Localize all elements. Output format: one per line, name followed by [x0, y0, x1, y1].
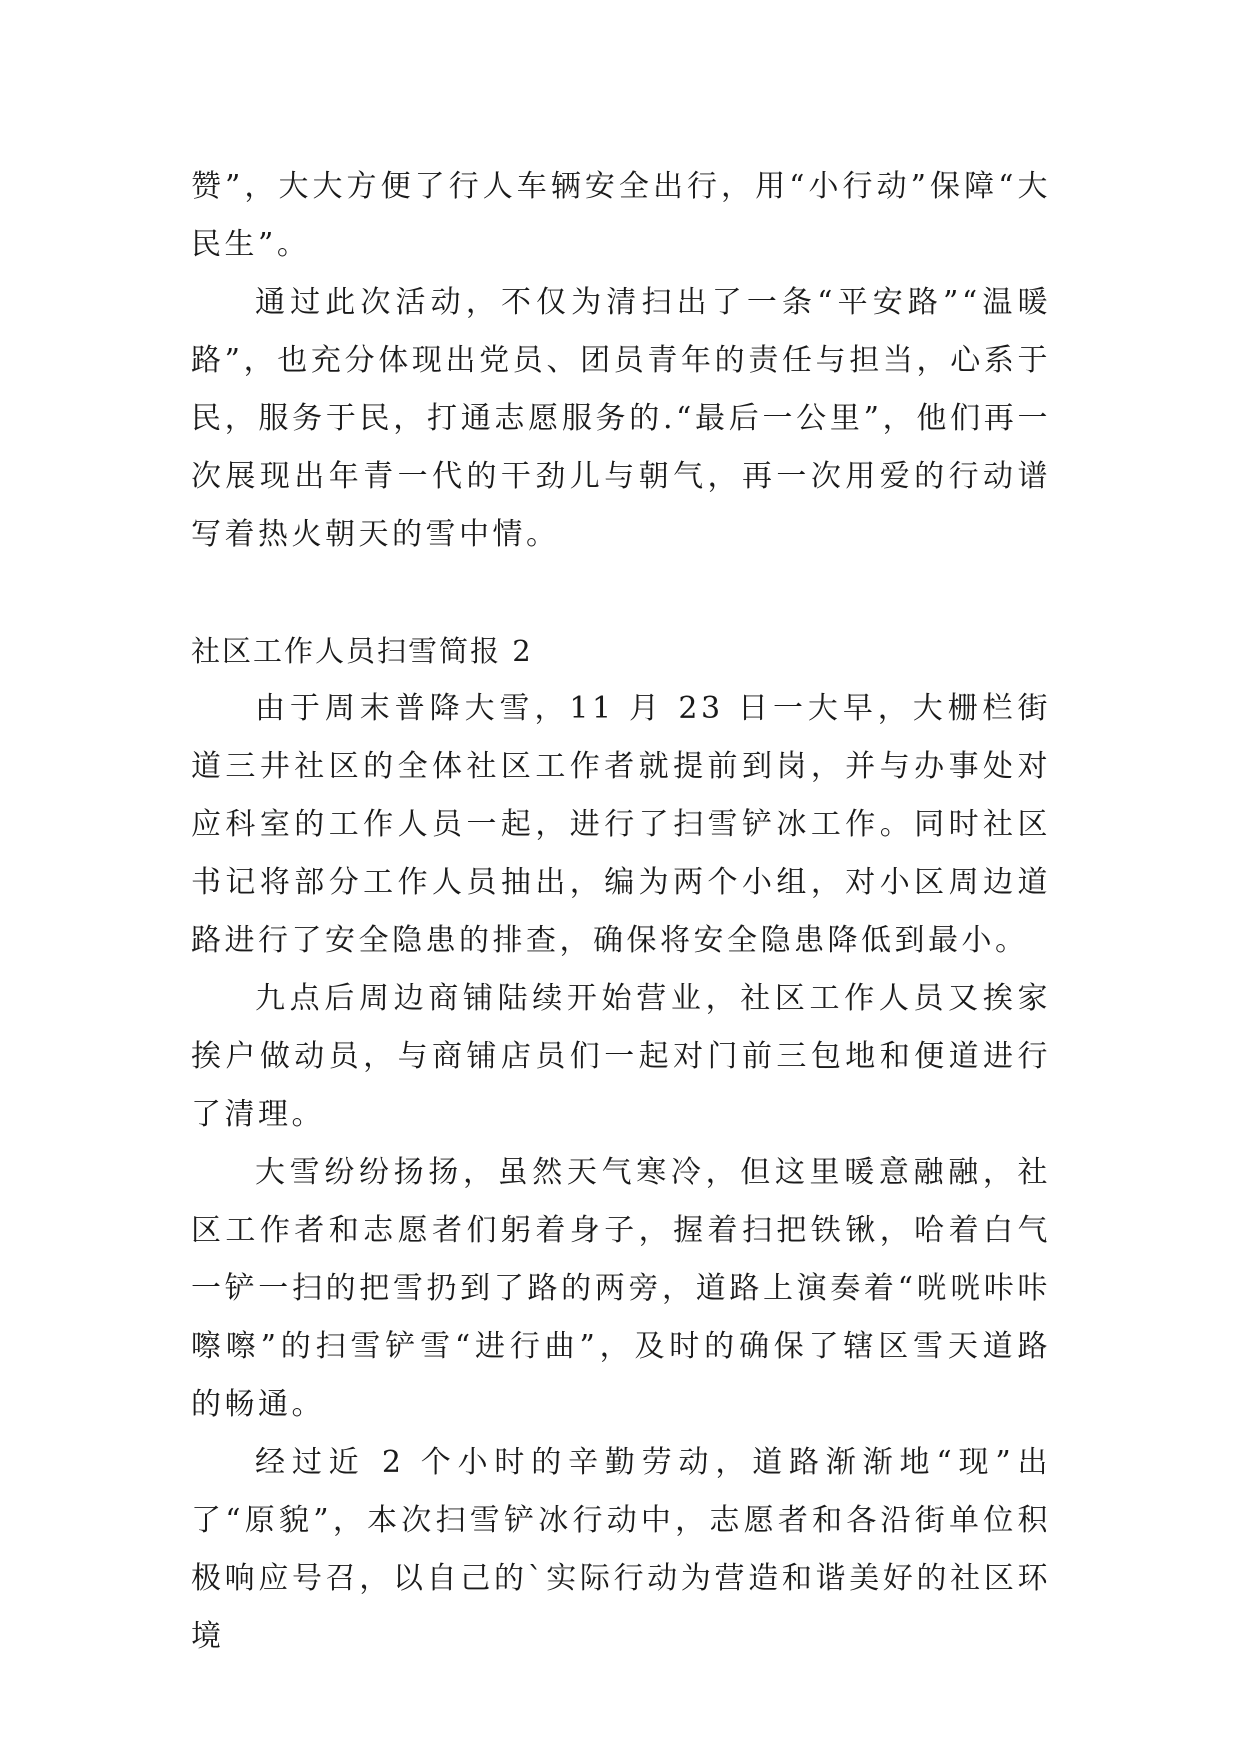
paragraph-snow-clearing: 由于周末普降大雪，11 月 23 日一大早，大栅栏街道三井社区的全体社区工作者就提前到岗，并与办事处对应科室的工作人员一起，进行了扫雪铲冰工作。同时社区书记将部分工作人员抽出，编为两个小组，对小区周边道路进行了安全隐患的排查，确保将安全隐患降低到最小。 [191, 691, 1051, 958]
section-heading: 社区工作人员扫雪简报 2 [191, 634, 533, 668]
paragraph-activity-summary: 通过此次活动，不仅为清扫出了一条“平安路”“温暖路”，也充分体现出党员、团员青年的责任与担当，心系于民，服务于民，打通志愿服务的.“最后一公里”，他们再一次展现出年青一代的干劲儿与朝气，再一次用爱的行动谱写着热火朝天的雪中情。 [191, 285, 1051, 552]
document-body [191, 158, 1051, 1666]
section-spacer [191, 564, 1051, 622]
paragraph-volunteers: 大雪纷纷扬扬，虽然天气寒冷，但这里暖意融融，社区工作者和志愿者们躬着身子，握着扫把铁锹，哈着白气一铲一扫的把雪扔到了路的两旁，道路上演奏着“咣咣咔咔嚓嚓”的扫雪铲雪“进行曲”，及时的确保了辖区雪天道路的畅通。 [191, 1155, 1051, 1422]
paragraph-result: 经过近 2 个小时的辛勤劳动，道路渐渐地“现”出了“原貌”，本次扫雪铲冰行动中，志愿者和各沿街单位积极响应号召，以自己的`实际行动为营造和谐美好的社区环境 [191, 1445, 1051, 1654]
paragraph-shops: 九点后周边商铺陆续开始营业，社区工作人员又挨家挨户做动员，与商铺店员们一起对门前三包地和便道进行了清理。 [191, 981, 1051, 1132]
paragraph-continuation: 赞”，大大方便了行人车辆安全出行，用“小行动”保障“大民生”。 [191, 169, 1051, 262]
